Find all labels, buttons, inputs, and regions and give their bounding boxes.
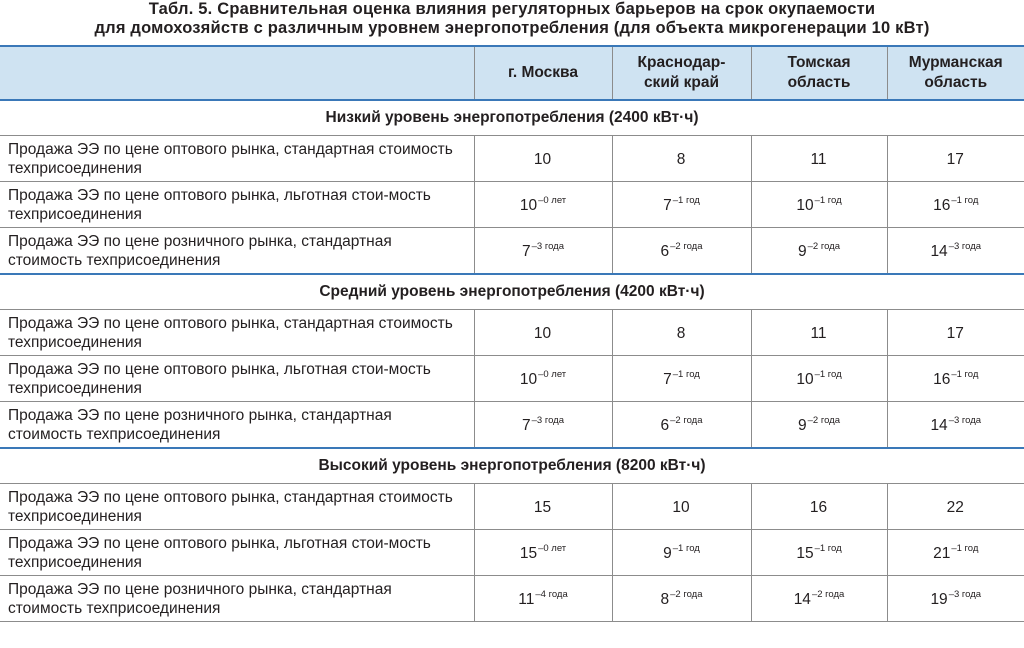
table-row [0, 530, 1024, 576]
section-heading: Средний уровень энергопотребления (4200 кВт·ч) [0, 274, 1024, 310]
table-row [0, 310, 1024, 356]
row-label: Продажа ЭЭ по цене розничного рынка, стандартная стоимость техприсоединения [0, 576, 474, 622]
value-cell [887, 356, 1024, 402]
value-number: 22 [946, 498, 964, 516]
value-number: 11 [518, 590, 535, 608]
value-cell [751, 136, 887, 182]
row-label: Продажа ЭЭ по цене оптового рынка, стандартная стоимость техприсоединения [0, 136, 474, 182]
value-delta: –1 год [951, 194, 979, 206]
table-row [0, 182, 1024, 228]
value-cell [751, 356, 887, 402]
value-number: 19 [930, 590, 948, 608]
value-delta: –1 год [814, 542, 842, 554]
row-label: Продажа ЭЭ по цене оптового рынка, льготная стои-мость техприсоединения [0, 182, 474, 228]
value-delta: –3 года [948, 414, 982, 426]
table-row [0, 402, 1024, 449]
value-cell [887, 530, 1024, 576]
value-number: 9 [798, 242, 807, 260]
value-cell [612, 484, 751, 530]
value-number: 8 [660, 590, 670, 608]
header-row [0, 46, 1024, 100]
value-delta: –3 года [948, 588, 982, 600]
value-number: 7 [663, 370, 672, 388]
value-cell [474, 530, 612, 576]
value-number: 7 [663, 196, 672, 214]
table-row [0, 136, 1024, 182]
value-number: 10 [796, 370, 814, 388]
table-body [0, 100, 1024, 622]
section-row [0, 100, 1024, 136]
value-cell [751, 576, 887, 622]
value-delta: –3 года [531, 414, 564, 426]
value-cell [612, 136, 751, 182]
value-cell [474, 228, 612, 275]
value-number: 10 [533, 324, 552, 342]
value-number: 9 [663, 544, 672, 562]
value-cell [474, 356, 612, 402]
row-label: Продажа ЭЭ по цене оптового рынка, стандартная стоимость техприсоединения [0, 484, 474, 530]
value-delta: –2 года [670, 588, 703, 600]
value-delta: –0 лет [538, 542, 567, 554]
table-title [0, 0, 1024, 38]
value-cell [887, 182, 1024, 228]
payback-table [0, 45, 1024, 622]
value-delta: –2 года [670, 414, 703, 426]
value-number: 10 [519, 370, 538, 388]
value-number: 7 [522, 416, 531, 434]
row-label: Продажа ЭЭ по цене оптового рынка, льготная стои-мость техприсоединения [0, 530, 474, 576]
value-cell [751, 402, 887, 449]
value-cell [887, 136, 1024, 182]
value-number: 15 [533, 498, 552, 516]
value-cell [612, 182, 751, 228]
value-delta: –1 год [672, 194, 700, 206]
value-number: 17 [946, 324, 964, 342]
table-row [0, 484, 1024, 530]
value-number: 14 [930, 242, 948, 260]
value-delta: –3 года [948, 240, 982, 252]
value-number: 17 [946, 150, 964, 168]
value-cell [887, 402, 1024, 449]
value-number: 14 [793, 590, 811, 608]
row-label: Продажа ЭЭ по цене оптового рынка, стандартная стоимость техприсоединения [0, 310, 474, 356]
value-cell [612, 356, 751, 402]
value-delta: –1 год [814, 368, 842, 380]
value-cell [887, 484, 1024, 530]
row-label: Продажа ЭЭ по цене оптового рынка, льготная стои-мость техприсоединения [0, 356, 474, 402]
value-delta: –1 год [672, 368, 700, 380]
value-delta: –1 год [814, 194, 842, 206]
header-cell-empty [0, 46, 474, 100]
value-number: 16 [809, 498, 828, 516]
value-cell [751, 310, 887, 356]
value-number: 11 [810, 150, 827, 168]
value-cell [887, 228, 1024, 275]
value-cell [612, 228, 751, 275]
value-cell [474, 576, 612, 622]
header-cell-krasnodar: Краснодар-ский край [612, 46, 751, 100]
table-row [0, 576, 1024, 622]
row-label: Продажа ЭЭ по цене розничного рынка, стандартная стоимость техприсоединения [0, 402, 474, 449]
table-title-line-2: для домохозяйств с различным уровнем энергопотребления (для объекта микрогенерации 10 кВт) [94, 19, 930, 37]
value-number: 16 [933, 370, 951, 388]
value-number: 14 [930, 416, 948, 434]
value-delta: –2 года [807, 240, 840, 252]
header-cell-tomsk: Томская область [751, 46, 887, 100]
section-row [0, 274, 1024, 310]
value-cell [751, 530, 887, 576]
value-delta: –2 года [670, 240, 703, 252]
table-row [0, 228, 1024, 275]
value-number: 16 [933, 196, 951, 214]
value-number: 9 [798, 416, 807, 434]
value-cell [474, 136, 612, 182]
section-heading: Низкий уровень энергопотребления (2400 кВт·ч) [0, 100, 1024, 136]
table-title-line-1: Табл. 5. Сравнительная оценка влияния регуляторных барьеров на срок окупаемости [148, 0, 876, 18]
value-number: 8 [676, 150, 686, 168]
header-cell-moscow: г. Москва [474, 46, 612, 100]
value-cell [474, 182, 612, 228]
value-delta: –4 года [535, 588, 568, 600]
table-row [0, 356, 1024, 402]
value-cell [887, 576, 1024, 622]
value-number: 11 [810, 324, 827, 342]
value-delta: –1 год [951, 368, 979, 380]
value-cell [751, 484, 887, 530]
value-number: 6 [660, 242, 670, 260]
value-cell [474, 310, 612, 356]
value-number: 10 [796, 196, 814, 214]
value-number: 10 [672, 498, 690, 516]
value-delta: –0 лет [538, 368, 567, 380]
value-number: 7 [522, 242, 531, 260]
value-cell [887, 310, 1024, 356]
value-number: 10 [533, 150, 552, 168]
value-number: 15 [519, 544, 538, 562]
value-cell [751, 182, 887, 228]
value-delta: –0 лет [538, 194, 567, 206]
value-cell [612, 576, 751, 622]
section-row [0, 448, 1024, 484]
value-number: 10 [519, 196, 538, 214]
value-cell [612, 402, 751, 449]
section-heading: Высокий уровень энергопотребления (8200 кВт·ч) [0, 448, 1024, 484]
value-delta: –2 года [807, 414, 840, 426]
row-label: Продажа ЭЭ по цене розничного рынка, стандартная стоимость техприсоединения [0, 228, 474, 275]
value-cell [612, 530, 751, 576]
value-number: 8 [676, 324, 686, 342]
value-delta: –1 год [672, 542, 700, 554]
value-cell [751, 228, 887, 275]
value-number: 21 [933, 544, 951, 562]
value-cell [474, 402, 612, 449]
header-cell-murmansk: Мурманская область [887, 46, 1024, 100]
value-number: 6 [660, 416, 670, 434]
value-delta: –3 года [531, 240, 564, 252]
value-cell [474, 484, 612, 530]
value-delta: –1 год [951, 542, 979, 554]
value-delta: –2 года [811, 588, 845, 600]
value-number: 15 [796, 544, 814, 562]
value-cell [612, 310, 751, 356]
